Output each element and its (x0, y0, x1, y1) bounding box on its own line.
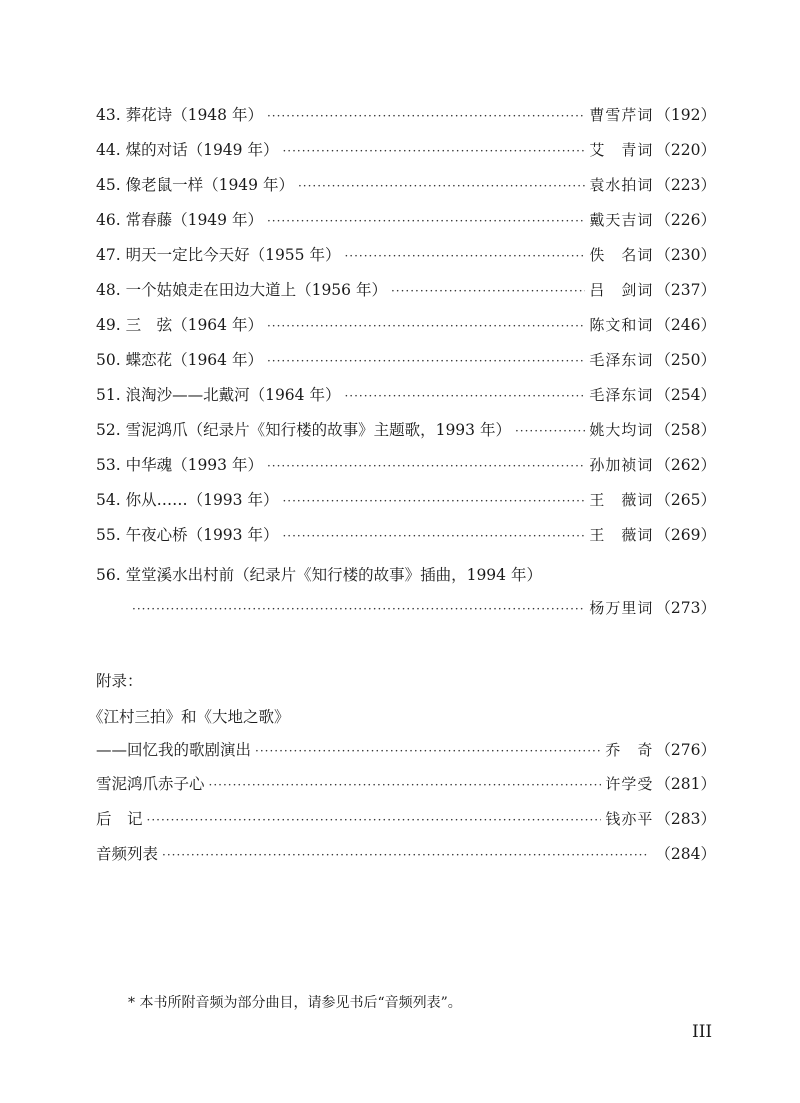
leader-dots (298, 173, 585, 199)
leader-dots (344, 383, 585, 409)
appendix-entry-4 (96, 841, 716, 867)
appendix-entry-3 (96, 806, 716, 832)
toc-entry-55 (96, 522, 716, 548)
leader-dots (344, 243, 585, 269)
toc-entry-title: 49. 三 弦（1964 年） (96, 316, 263, 334)
toc-entry-page: （254） (655, 386, 716, 404)
toc-entry-51 (96, 382, 716, 408)
toc-entry-54 (96, 487, 716, 513)
leader-dots (282, 138, 585, 164)
toc-entry-author: 乔 奇 (605, 741, 654, 759)
toc-entry-author: 王 薇词 (589, 526, 654, 544)
appendix-entry-1 (96, 737, 716, 763)
appendix-entry-title: 《江村三拍》和《大地之歌》 (88, 708, 290, 726)
leader-dots (147, 807, 602, 833)
toc-entry-title: 54. 你从……（1993 年） (96, 491, 279, 509)
toc-entry-49 (96, 312, 716, 338)
toc-entry-author: 吕 剑词 (589, 281, 654, 299)
leader-dots (391, 278, 585, 304)
toc-entry-53 (96, 452, 716, 478)
toc-entry-author: 杨万里词 (589, 599, 654, 617)
toc-entry-page: （246） (655, 316, 716, 334)
toc-entry-author: 陈文和词 (589, 316, 654, 334)
toc-entry-author: 毛泽东词 (589, 351, 654, 369)
leader-dots (267, 208, 585, 234)
toc-entry-author: 钱亦平 (605, 810, 654, 828)
appendix-heading: 附录： (96, 672, 143, 690)
toc-entry-page: （223） (655, 176, 716, 194)
toc-entry-page: （220） (655, 141, 716, 159)
page-number: III (692, 1022, 713, 1042)
toc-entry-48 (96, 277, 716, 303)
toc-entry-title: 44. 煤的对话（1949 年） (96, 141, 279, 159)
toc-entry-title: 45. 像老鼠一样（1949 年） (96, 176, 294, 194)
toc-entry-author: 许学受 (605, 775, 654, 793)
toc-entry-author: 佚 名词 (589, 246, 654, 264)
appendix-entry-2 (96, 771, 716, 797)
toc-entry-page: （284） (655, 845, 716, 863)
toc-entry-50 (96, 347, 716, 373)
toc-entry-page: （250） (655, 351, 716, 369)
toc-entry-author: 王 薇词 (589, 491, 654, 509)
leader-dots (282, 523, 585, 549)
leader-dots (267, 453, 585, 479)
leader-dots (267, 313, 585, 339)
leader-dots (282, 488, 585, 514)
toc-entry-author: 曹雪芹词 (589, 106, 654, 124)
toc-entry-page: （192） (655, 106, 716, 124)
leader-dots (209, 772, 602, 798)
toc-entry-56-title: 56. 堂堂溪水出村前（纪录片《知行楼的故事》插曲，1994 年） (96, 566, 542, 584)
toc-entry-author: 戴天吉词 (589, 211, 654, 229)
toc-entry-page: （262） (655, 456, 716, 474)
toc-entry-56 (132, 595, 716, 621)
leader-dots (267, 103, 585, 129)
toc-entry-author: 毛泽东词 (589, 386, 654, 404)
toc-entry-43 (96, 102, 716, 128)
toc-entry-author: 袁水拍词 (589, 176, 654, 194)
toc-entry-title: 51. 浪淘沙——北戴河（1964 年） (96, 386, 341, 404)
toc-entry-page: （230） (655, 246, 716, 264)
toc-entry-title: 52. 雪泥鸿爪（纪录片《知行楼的故事》主题歌，1993 年） (96, 421, 511, 439)
toc-entry-page: （269） (655, 526, 716, 544)
toc-entry-author: 孙加祯词 (589, 456, 654, 474)
toc-entry-45 (96, 172, 716, 198)
toc-entry-subtitle: ——回忆我的歌剧演出 (96, 741, 252, 759)
toc-entry-46 (96, 207, 716, 233)
toc-entry-title: 43. 葬花诗（1948 年） (96, 106, 263, 124)
toc-entry-page: （226） (655, 211, 716, 229)
toc-entry-title: 47. 明天一定比今天好（1955 年） (96, 246, 341, 264)
toc-entry-author: 姚大均词 (589, 421, 654, 439)
toc-entry-title: 48. 一个姑娘走在田边大道上（1956 年） (96, 281, 387, 299)
toc-entry-page: （281） (655, 775, 716, 793)
toc-entry-44 (96, 137, 716, 163)
toc-entry-47 (96, 242, 716, 268)
toc-entry-title: 55. 午夜心桥（1993 年） (96, 526, 279, 544)
leader-dots (132, 596, 585, 622)
toc-entry-title: 雪泥鸿爪赤子心 (96, 775, 205, 793)
toc-entry-title: 音频列表 (96, 845, 159, 863)
toc-entry-title: 53. 中华魂（1993 年） (96, 456, 263, 474)
toc-entry-title: 后 记 (96, 810, 143, 828)
toc-entry-author: 艾 青词 (589, 141, 654, 159)
toc-entry-page: （283） (655, 810, 716, 828)
toc-entry-page: （265） (655, 491, 716, 509)
toc-entry-title: 46. 常春藤（1949 年） (96, 211, 263, 229)
leader-dots (267, 348, 585, 374)
toc-entry-page: （273） (655, 599, 716, 617)
leader-dots (162, 842, 649, 868)
toc-entry-page: （258） (655, 421, 716, 439)
leader-dots (255, 738, 601, 764)
toc-entry-page: （237） (655, 281, 716, 299)
toc-entry-52 (96, 417, 716, 443)
footnote: * 本书所附音频为部分曲目，请参见书后“音频列表”。 (128, 995, 462, 1011)
leader-dots (515, 418, 585, 444)
toc-entry-title: 50. 蝶恋花（1964 年） (96, 351, 263, 369)
toc-entry-page: （276） (655, 741, 716, 759)
